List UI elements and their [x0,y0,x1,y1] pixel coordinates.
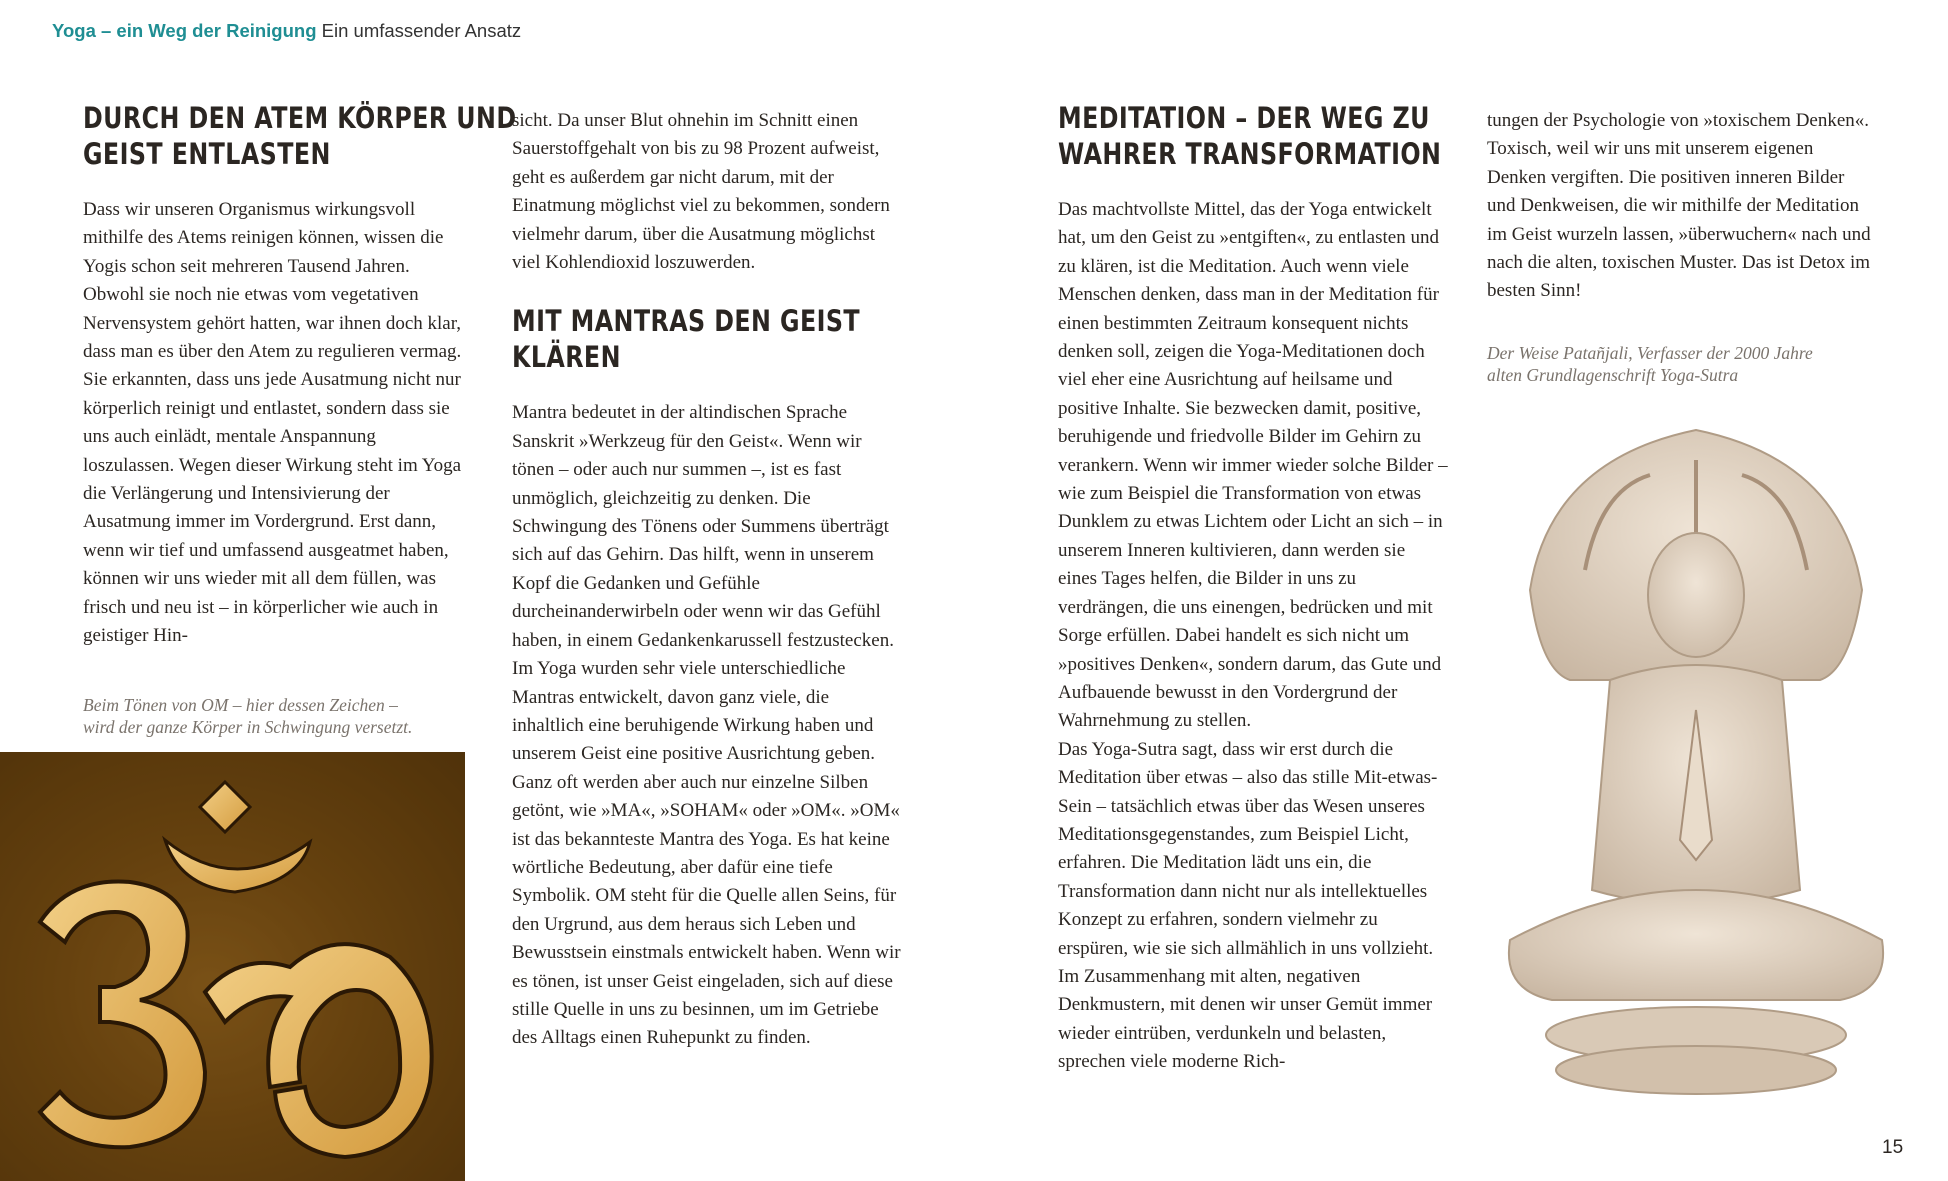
heading-meditation-line2: WAHRER TRANSFORMATION [1058,137,1442,171]
column-2 [512,100,902,1053]
heading-mantras-line2: KLÄREN [512,340,621,375]
om-caption-line2: wird der ganze Körper in Schwingung versetzt. [83,717,413,737]
heading-atem-line1: DURCH DEN ATEM KÖRPER UND [83,101,517,135]
mantras-paragraph-2: Im Yoga wurden sehr viele unterschiedliche Mantras entwickelt, davon ganz viele, die inhaltlich eine beruhigende Wirkung haben und unserem Geist eine positive Ausrichtung geben. Ganz oft werden aber auch nur einzelne Silben getönt, wie »MA«, »SOHAM« oder »OM«. »OM« ist das bekannteste Mantra des Yoga. Es hat keine wörtliche Bedeutung, aber dafür eine tiefe Symbolik. OM steht für die Quelle allen Seins, für den Urgrund, aus dem heraus sich Leben und Bewusstsein einstmals entwickelt haben. Wenn wir es tönen, ist unser Geist eingeladen, sich auf diese stille Quelle in uns zu besinnen, um im Getriebe des Alltags einen Ruhepunkt zu finden. [512,658,901,1049]
meditation-paragraph-2: Das Yoga-Sutra sagt, dass wir erst durch die Meditation über etwas – also das stille Mit-etwas-Sein – tatsächlich etwas über das Wesen unseres Meditationsgegenstandes, zum Beispiel Licht, erfahren. Die Meditation lädt uns ein, die Transformation dann nicht nur als intellektuelles Konzept zu erfahren, sondern vielmehr zu erspüren, wie sie sich allmählich in uns vollzieht. Im Zusammenhang mit alten, negativen Denkmustern, mit denen wir unser Gemüt immer wieder eintrüben, verdunkeln und belasten, sprechen viele moderne Rich- [1058,738,1438,1073]
statue-caption [1487,342,1872,386]
om-caption-line1: Beim Tönen von OM – hier dessen Zeichen – [83,695,398,715]
patanjali-statue-icon [1490,420,1902,1095]
om-symbol-icon [0,752,465,1181]
statue-caption-line2: alten Grundlagenschrift Yoga-Sutra [1487,364,1739,385]
om-caption [83,694,473,738]
statue-caption-line1: Der Weise Patañjali, Verfasser der 2000 Jahre [1487,342,1813,363]
atem-paragraph: Dass wir unseren Organismus wirkungsvoll mithilfe des Atems reinigen können, wissen die Yogis schon seit mehreren Tausend Jahren. Obwohl sie noch nie etwas vom vegetativen Nervensystem gehört hatten, war ihnen doch klar, dass man es über den Atem zu regulieren vermag. Sie erkannten, dass uns jede Ausatmung nicht nur körperlich reinigt und entlastet, sondern dass sie uns auch einlädt, mentale Anspannung loszulassen. Wegen dieser Wirkung steht im Yoga die Verlängerung und Intensivierung der Ausatmung immer im Vordergrund. Erst dann, wenn wir tief und umfassend ausgeatmet haben, können wir uns wieder mit all dem füllen, was frisch und neu ist – in körperlicher wie auch in geistiger Hin- [83,199,462,647]
atem-paragraph-continued: sicht. Da unser Blut ohnehin im Schnitt einen Sauerstoffgehalt von bis zu 98 Prozent aufweist, geht es außerdem gar nicht darum, mit der Einatmung möglichst viel zu bekommen, sondern vielmehr darum, über die Ausatmung möglichst viel Kohlendioxid loszuwerden. [512,110,890,274]
meditation-paragraph-1: Das machtvollste Mittel, das der Yoga entwickelt hat, um den Geist zu »entgiften«, zu entlasten und zu klären, ist die Meditation. Auch wenn viele Menschen denken, dass man in der Meditation für einen bestimmten Zeitraum konsequent nichts denken soll, zeigen die Yoga-Meditationen doch viel eher eine Ausrichtung auf heilsame und positive Inhalte. Sie bezwecken damit, positive, beruhigende und friedvolle Bilder im Gehirn zu verankern. Wenn wir immer wieder solche Bilder – wie zum Beispiel die Transformation von etwas Dunklem zu etwas Lichtem oder Licht an sich – in unserem Inneren kultivieren, dann werden sie eines Tages helfen, die Bilder in uns zu verdrängen, die uns einengen, bedrücken und mit Sorge erfüllen. Dabei handelt es sich nicht um »positives Denken«, sondern darum, das Gute und Aufbauende bewusst in den Vordergrund der Wahrnehmung zu stellen. [1058,199,1448,732]
column-1 [83,100,517,651]
patanjali-statue-image [1490,420,1902,1095]
heading-mantras [512,303,861,375]
heading-atem [83,100,517,172]
running-head-section: Yoga – ein Weg der Reinigung [52,20,317,41]
heading-meditation-line1: MEDITATION – DER WEG ZU [1058,101,1430,135]
om-symbol-image [0,752,465,1181]
column-3 [1058,100,1448,1077]
running-head [52,20,521,42]
heading-mantras-line1: MIT MANTRAS DEN GEIST [512,304,861,339]
column-4 [1487,100,1872,386]
meditation-paragraph-continued: tungen der Psychologie von »toxischem Denken«. Toxisch, weil wir uns mit unserem eigenen Denken vergiften. Die positiven inneren Bilder und Denkweisen, die wir mithilfe der Meditation im Geist wurzeln lassen, »überwuchern« nach und nach die alten, toxischen Muster. Das ist Detox im besten Sinn! [1487,110,1871,302]
heading-meditation [1058,100,1442,172]
page-number: 15 [1882,1137,1904,1158]
running-head-subtitle: Ein umfassender Ansatz [321,20,522,41]
heading-atem-line2: GEIST ENTLASTEN [83,137,331,171]
mantras-paragraph-1: Mantra bedeutet in der altindischen Sprache Sanskrit »Werkzeug für den Geist«. Wenn wir tönen – oder auch nur summen –, ist es fast unmöglich, gleichzeitig zu denken. Die Schwingung des Tönens oder Summens überträgt sich auf das Gehirn. Das hilft, wenn in unserem Kopf die Gedanken und Gefühle durcheinanderwirbeln oder wenn wir das Gefühl haben, in einem Gedankenkarussell festzustecken. [512,402,894,651]
